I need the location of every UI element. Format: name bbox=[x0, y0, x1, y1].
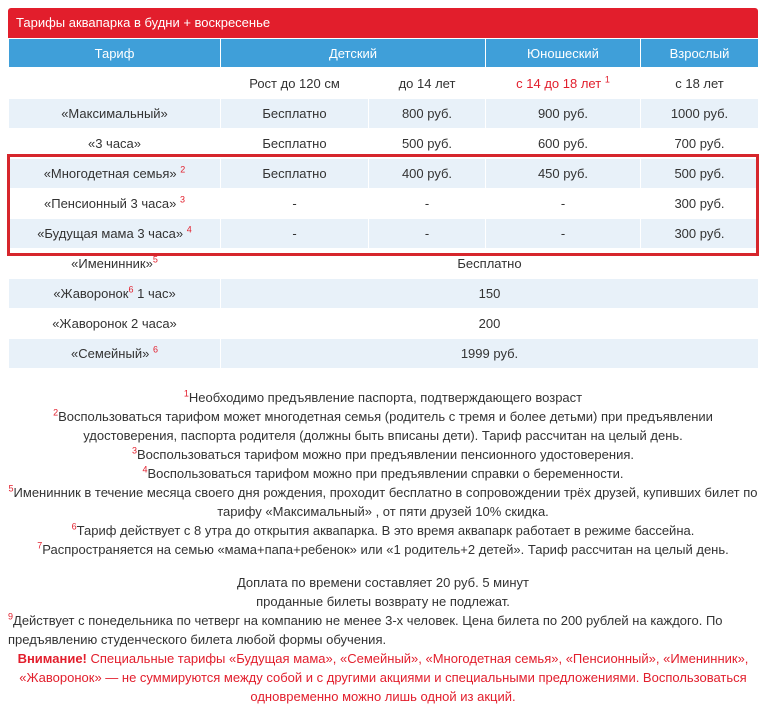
table-row bbox=[9, 279, 759, 309]
tariff-name: «Максимальный» bbox=[9, 99, 221, 129]
tariff-name: «3 часа» bbox=[9, 129, 221, 159]
price-cell: - bbox=[486, 189, 641, 219]
header-child: Детский bbox=[221, 39, 486, 68]
price-cell: 200 bbox=[221, 309, 759, 339]
table-row bbox=[9, 159, 759, 189]
price-cell: 400 руб. bbox=[369, 159, 486, 189]
age-teen: с 14 до 18 лет $^1$ bbox=[486, 68, 641, 99]
price-cell: - bbox=[221, 219, 369, 249]
price-cell: Бесплатно bbox=[221, 99, 369, 129]
price-cell: 300 руб. bbox=[641, 219, 759, 249]
surcharge-note: Доплата по времени составляет 20 руб. 5 минут проданные билеты возврату не подлежат. bbox=[236, 575, 530, 609]
tariff-name: «Жаворонок 2 часа» bbox=[9, 309, 221, 339]
price-cell: 800 руб. bbox=[369, 99, 486, 129]
price-cell: - bbox=[369, 219, 486, 249]
price-cell: 300 руб. bbox=[641, 189, 759, 219]
table-title: Тарифы аквапарка в будни + воскресенье bbox=[8, 8, 758, 38]
table-row bbox=[9, 249, 759, 279]
age-child-height: Рост до 120 см bbox=[221, 68, 369, 99]
price-cell: 600 руб. bbox=[486, 129, 641, 159]
header-row bbox=[9, 39, 759, 68]
age-empty bbox=[9, 68, 221, 99]
table-row bbox=[9, 219, 759, 249]
tariff-name: «Семейный» $^6$ bbox=[9, 339, 221, 369]
footnote: $^3$Воспользоваться тарифом можно при предъявлении пенсионного удостоверения. bbox=[132, 445, 634, 462]
price-cell: - bbox=[221, 189, 369, 219]
price-cell: 450 руб. bbox=[486, 159, 641, 189]
footnotes bbox=[8, 388, 758, 706]
tariff-name: «Многодетная семья» $^2$ bbox=[9, 159, 221, 189]
price-cell: 900 руб. bbox=[486, 99, 641, 129]
table-row bbox=[9, 189, 759, 219]
table-row bbox=[9, 99, 759, 129]
footnote: $^6$Тариф действует с 8 утра до открытия аквапарка. В это время аквапарк работает в режиме бассейна. bbox=[71, 521, 695, 538]
price-cell: 500 руб. bbox=[369, 129, 486, 159]
age-row bbox=[9, 68, 759, 99]
footnote: $^2$Воспользоваться тарифом может многодетная семья (родитель с тремя и более детьми) при предъявлении удостоверения, паспорта родителя (должны быть вписаны дети). Тариф рассчитан на целый день. bbox=[53, 407, 713, 443]
price-cell: Бесплатно bbox=[221, 249, 759, 279]
age-adult: с 18 лет bbox=[641, 68, 759, 99]
tariff-name: «Именинник»$^5$ bbox=[9, 249, 221, 279]
price-cell: - bbox=[369, 189, 486, 219]
age-child: до 14 лет bbox=[369, 68, 486, 99]
price-cell: 1999 руб. bbox=[221, 339, 759, 369]
footnote: $^1$Необходимо предъявление паспорта, подтверждающего возраст bbox=[183, 388, 583, 405]
price-cell: 1000 руб. bbox=[641, 99, 759, 129]
header-teen: Юношеский bbox=[486, 39, 641, 68]
footnote: $^4$Воспользоваться тарифом можно при предъявлении справки о беременности. bbox=[142, 464, 624, 481]
table-row bbox=[9, 339, 759, 369]
footnote-9: $^9$Действует с понедельника по четверг на компанию не менее 3-х человек. Цена билета по 200 рублей на каждого. По предъявлению студенческого билета любой формы обучения. bbox=[8, 611, 723, 647]
warning-text: Внимание! Специальные тарифы «Будущая мама», «Семейный», «Многодетная семья», «Пенсионный», «Именинник», «Жаворонок» — не суммируются между собой и с другими акциями и специальными предложениями. Воспользоваться одновременно можно лишь одной из акций. bbox=[17, 651, 749, 704]
table-row bbox=[9, 309, 759, 339]
price-cell: 150 bbox=[221, 279, 759, 309]
price-cell: - bbox=[486, 219, 641, 249]
tariff-name: «Жаворонок$^6$ 1 час» bbox=[9, 279, 221, 309]
price-cell: Бесплатно bbox=[221, 129, 369, 159]
footnote: $^5$Именинник в течение месяца своего дня рождения, проходит бесплатно в сопровождении трёх друзей, купивших билет по тарифу «Максимальный» , от пяти друзей 10% скидка. bbox=[8, 483, 758, 519]
tariff-name: «Будущая мама 3 часа» $^4$ bbox=[9, 219, 221, 249]
price-cell: 700 руб. bbox=[641, 129, 759, 159]
header-tariff: Тариф bbox=[9, 39, 221, 68]
price-cell: 500 руб. bbox=[641, 159, 759, 189]
tariff-name: «Пенсионный 3 часа» $^3$ bbox=[9, 189, 221, 219]
tariff-table bbox=[8, 38, 759, 369]
tariff-block bbox=[8, 8, 758, 369]
price-cell: Бесплатно bbox=[221, 159, 369, 189]
footnote: $^7$Распространяется на семью «мама+папа+ребенок» или «1 родитель+2 детей». Тариф рассчитан на целый день. bbox=[37, 540, 729, 557]
table-row bbox=[9, 129, 759, 159]
header-adult: Взрослый bbox=[641, 39, 759, 68]
